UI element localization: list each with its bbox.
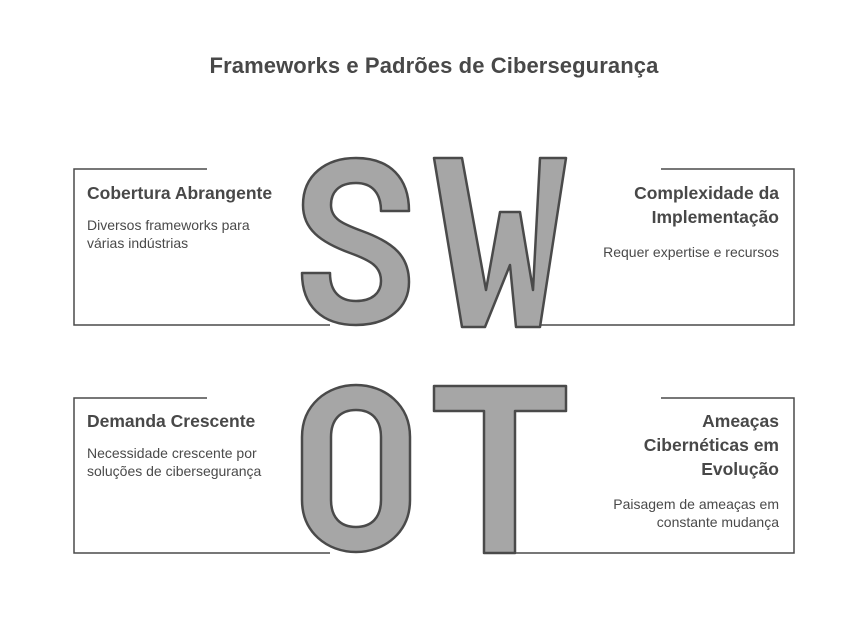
quadrant-strengths <box>87 181 297 252</box>
opportunities-description: Necessidade crescente por soluções de cibersegurança <box>87 445 262 479</box>
quadrant-threats <box>590 409 779 531</box>
quadrant-opportunities <box>87 409 297 480</box>
letter-s-shape <box>302 158 409 325</box>
weaknesses-title: Complexidade da Implementação <box>634 183 779 227</box>
letter-o-shape <box>302 385 410 552</box>
weaknesses-description: Requer expertise e recursos <box>603 244 779 260</box>
opportunities-title: Demanda Crescente <box>87 411 256 431</box>
strengths-description: Diversos frameworks para várias indústrias <box>87 217 250 251</box>
strengths-title: Cobertura Abrangente <box>87 183 273 203</box>
letter-t-shape <box>434 386 566 553</box>
threats-description: Paisagem de ameaças em constante mudança <box>613 496 779 530</box>
diagram-title: Frameworks e Padrões de Cibersegurança <box>209 53 659 78</box>
letter-w-shape <box>434 158 566 327</box>
threats-title: Ameaças Cibernéticas em Evolução <box>643 411 779 479</box>
quadrant-weaknesses <box>580 181 779 261</box>
